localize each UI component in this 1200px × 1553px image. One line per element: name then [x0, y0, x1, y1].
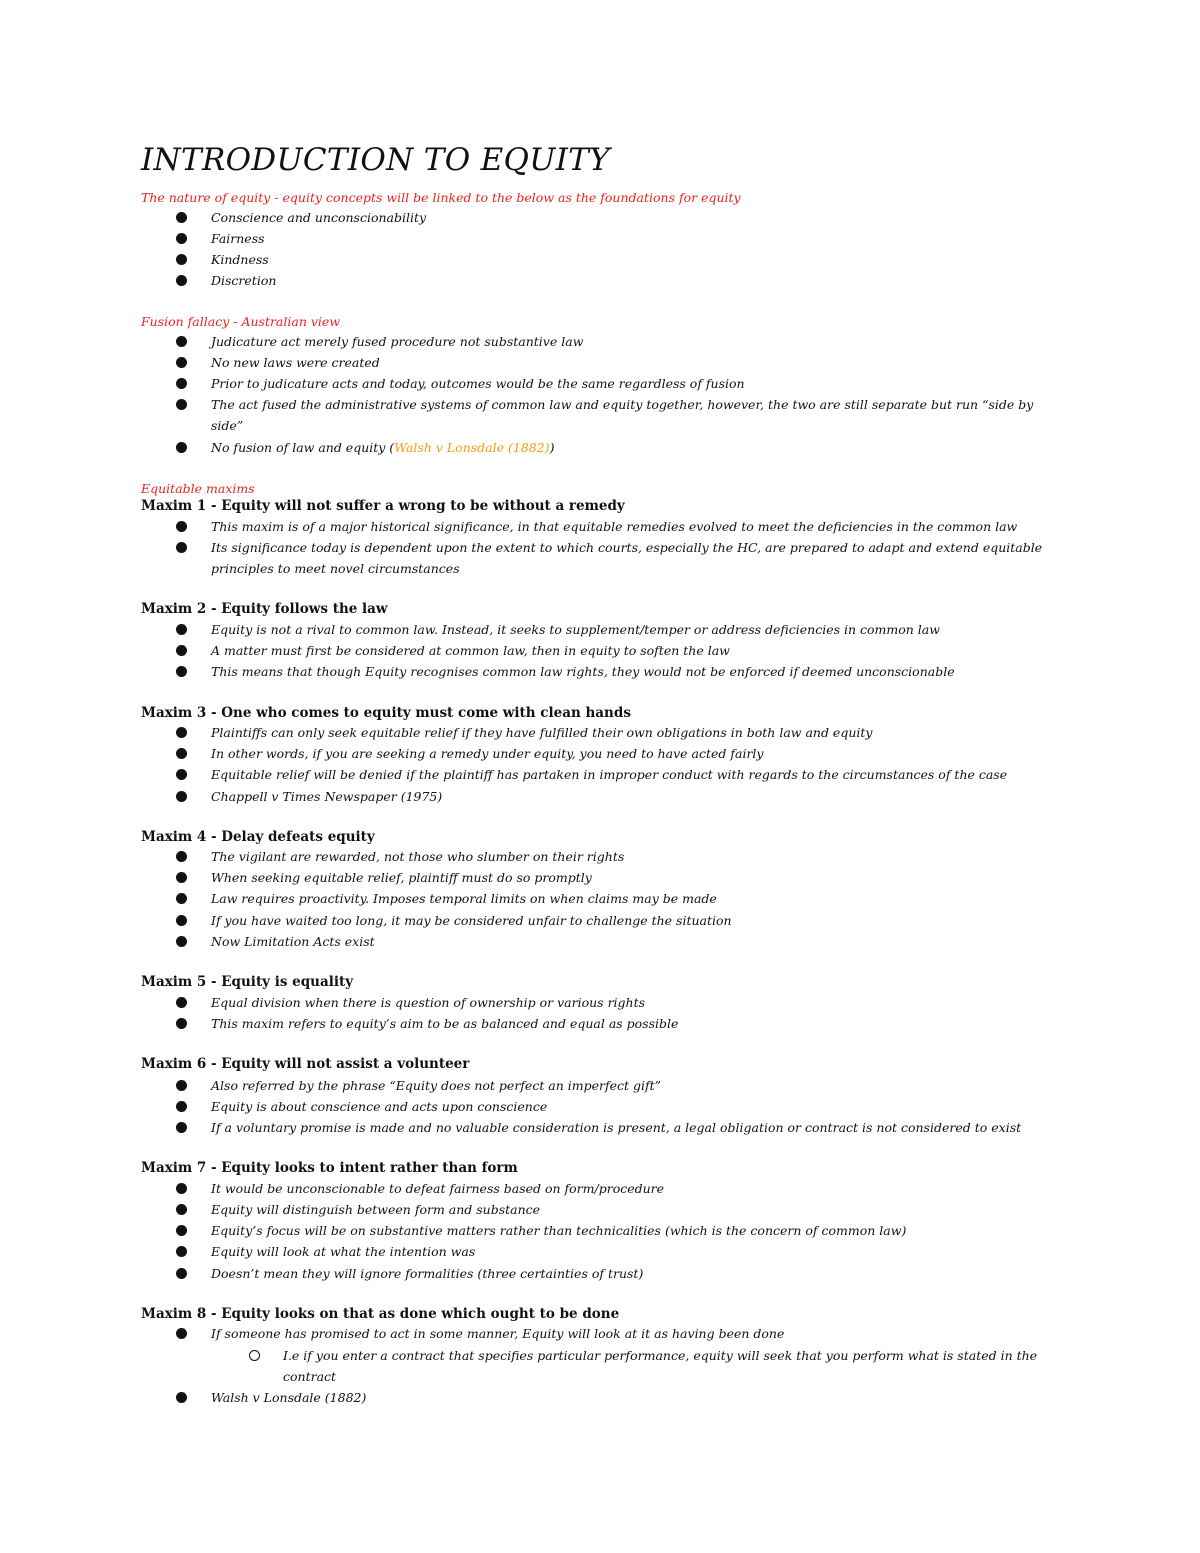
- document-title: INTRODUCTION TO EQUITY: [141, 142, 610, 178]
- bullet-icon: [176, 399, 187, 410]
- bullet-icon: [176, 645, 187, 656]
- bullet-icon: [176, 521, 187, 532]
- bullet-icon: [176, 1225, 187, 1236]
- bullet-icon: [176, 997, 187, 1008]
- bullet-icon: [176, 936, 187, 947]
- case-citation: Chappell v Times Newspaper (1975): [211, 789, 443, 804]
- bullet-icon: [176, 357, 187, 368]
- bullet-icon: [176, 893, 187, 904]
- fusion-heading: Fusion fallacy - Australian view: [141, 314, 341, 329]
- maxim-heading: Maxim 1 - Equity will not suffer a wrong to be without a remedy: [141, 498, 625, 514]
- maxim-heading: Maxim 6 - Equity will not assist a volunteer: [141, 1056, 470, 1072]
- bullet-icon: [176, 1018, 187, 1029]
- bullet-icon: [176, 1080, 187, 1091]
- bullet-icon: [176, 1183, 187, 1194]
- fusion-last-item: No fusion of law and equity (Walsh v Lonsdale (1882)): [211, 440, 555, 455]
- bullet-icon: [176, 666, 187, 677]
- bullet-icon: [176, 1328, 187, 1339]
- bullet-icon: [176, 254, 187, 265]
- hollow-bullet-icon: [249, 1350, 260, 1361]
- maxims-heading: Equitable maxims: [141, 481, 255, 496]
- bullet-icon: [176, 1204, 187, 1215]
- maxim-heading: Maxim 5 - Equity is equality: [141, 974, 354, 990]
- bullet-icon: [176, 1268, 187, 1279]
- bullet-icon: [176, 275, 187, 286]
- bullet-icon: [176, 748, 187, 759]
- bullet-icon: [176, 851, 187, 862]
- maxim-heading: Maxim 3 - One who comes to equity must come with clean hands: [141, 705, 631, 721]
- case-citation: Walsh v Lonsdale (1882): [211, 1390, 367, 1405]
- bullet-icon: [176, 378, 187, 389]
- case-citation: Walsh v Lonsdale (1882): [394, 440, 550, 455]
- maxim-heading: Maxim 8 - Equity looks on that as done which ought to be done: [141, 1306, 620, 1322]
- bullet-icon: [176, 872, 187, 883]
- bullet-icon: [176, 336, 187, 347]
- bullet-icon: [176, 915, 187, 926]
- maxim-heading: Maxim 7 - Equity looks to intent rather than form: [141, 1160, 518, 1176]
- nature-heading: The nature of equity - equity concepts will be linked to the below as the foundations for equity: [141, 190, 741, 205]
- maxim-heading: Maxim 4 - Delay defeats equity: [141, 829, 375, 845]
- bullet-icon: [176, 1246, 187, 1257]
- document-page: INTRODUCTION TO EQUITY The nature of equity - equity concepts will be linked to the below as the foundations for equity Conscience and unconscionability Fairness Kindness Discretion Fusion fallacy - Australian view Judicature act merely fused procedure not substantive law No new laws were created Prior to judicature acts and today, outcomes would be the same regardless of fusion The act fused the administrative systems of common law and equity together, however, the two are still separate but run “side by side” No fusion of law and equity (Walsh v Lonsdale (1882)) Equitable maxims Maxim 1 - Equity will not suffer a wrong to be without a remedy This maxim is of a major historical significance, in that equitable remedies evolved to meet the deficiencies in the common law Its significance today is dependent upon the extent to which courts, especially the HC, are prepared to adapt and extend equitable principles to meet novel circumstances Maxim 2 - Equity follows the law Equity is not a rival to common law. Instead, it seeks to supplement/temper or address deficiencies in common law A matter must first be considered at common law, then in equity to soften the law This means that though Equity recognises common law rights, they would not be enforced if deemed unconscionable Maxim 3 - One who comes to equity must come with clean hands Plaintiffs can only seek equitable relief if they have fulfilled their own obligations in both law and equity In other words, if you are seeking a remedy under equity, you need to have acted fairly Equitable relief will be denied if the plaintiff has partaken in improper conduct with regards to the circumstances of the case Chappell v Times Newspaper (1975) Maxim 4 - Delay defeats equity The vigilant are rewarded, not those who slumber on their rights When seeking equitable relief, plaintiff must do so promptly Law requires proactivity. Imposes temporal limits on when claims may be made If you have waited too long, it may be considered unfair to challenge the situation Now Limitation Acts exist Maxim 5 - Equity is equality Equal division when there is question of ownership or various rights This maxim refers to equity’s aim to be as balanced and equal as possible Maxim 6 - Equity will not assist a volunteer Also referred by the phrase “Equity does not perfect an imperfect gift” Equity is about conscience and acts upon conscience If a voluntary promise is made and no valuable consideration is present, a legal obligation or contract is not considered to exist Maxim 7 - Equity looks to intent rather than form It would be unconscionable to defeat fairness based on form/procedure Equity will distinguish between form and substance Equity’s focus will be on substantive matters rather than technicalities (which is the concern of common law) Equity will look at what the intention was Doesn’t mean they will ignore formalities (three certainties of trust) Maxim 8 - Equity looks on that as done which ought to be done If someone has promised to act in some manner, Equity will look at it as having been done I.e if you enter a contract that specifies particular performance, equity will seek that you perform what is stated in the contract Walsh v Lonsdale (1882): [0, 0, 1200, 1553]
- bullet-icon: [176, 769, 187, 780]
- maxim-heading: Maxim 2 - Equity follows the law: [141, 601, 388, 617]
- bullet-icon: [176, 212, 187, 223]
- bullet-icon: [176, 1392, 187, 1403]
- bullet-icon: [176, 233, 187, 244]
- bullet-icon: [176, 727, 187, 738]
- bullet-icon: [176, 1101, 187, 1112]
- bullet-icon: [176, 624, 187, 635]
- bullet-icon: [176, 791, 187, 802]
- bullet-icon: [176, 1122, 187, 1133]
- bullet-icon: [176, 442, 187, 453]
- bullet-icon: [176, 542, 187, 553]
